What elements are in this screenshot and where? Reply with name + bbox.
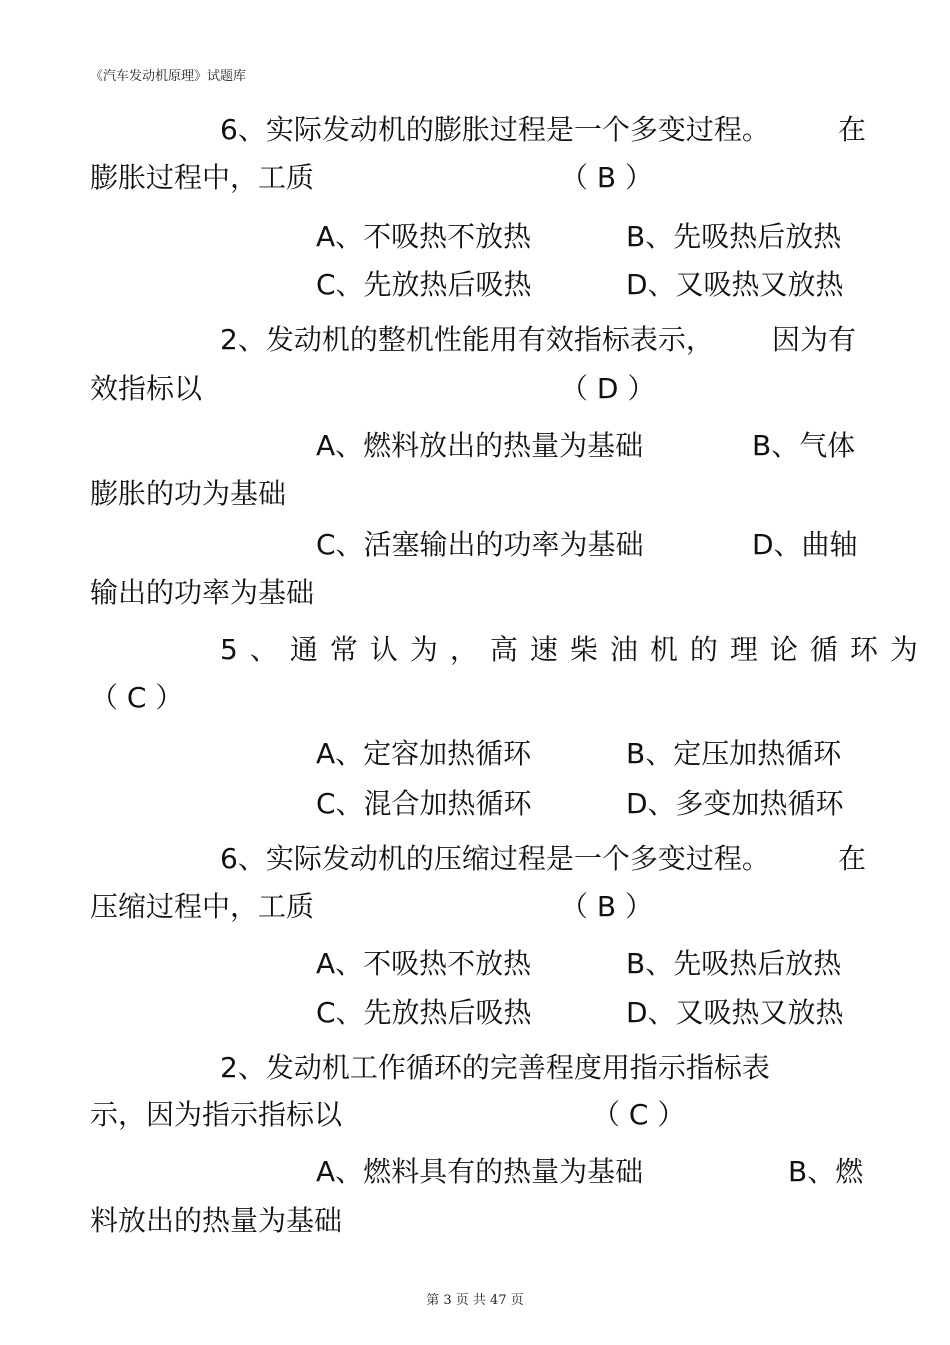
question-5-line2: 示，因为指示指标以 xyxy=(90,1098,343,1131)
question-3-answer: （ C ） xyxy=(90,681,184,714)
question-5-line1: 2、发动机工作循环的完善程度用指示指标表 xyxy=(220,1051,770,1084)
question-1-option-d: D、又吸热又放热 xyxy=(626,268,844,301)
question-3-option-d: D、多变加热循环 xyxy=(626,787,844,820)
question-1-option-a: A、不吸热不放热 xyxy=(316,220,532,253)
question-2-option-a: A、燃料放出的热量为基础 xyxy=(316,429,644,462)
question-1-line1: 6、实际发动机的膨胀过程是一个多变过程。 xyxy=(220,113,770,146)
question-2-answer: （ D ） xyxy=(560,372,656,405)
question-2-option-d: D、曲轴 xyxy=(752,528,858,561)
question-4-line2: 压缩过程中，工质 xyxy=(90,890,315,923)
question-1-option-c: C、先放热后吸热 xyxy=(316,268,532,301)
question-5-option-b: B、燃 xyxy=(788,1155,864,1188)
question-2-option-b-cont: 膨胀的功为基础 xyxy=(90,477,287,510)
question-1-option-b: B、先吸热后放热 xyxy=(626,220,842,253)
question-3-line1: 5、通常认为，高速柴油机的理论循环为 xyxy=(220,633,930,666)
question-2-option-d-cont: 输出的功率为基础 xyxy=(90,576,315,609)
question-4-line1-tail: 在 xyxy=(838,842,867,875)
question-4-option-c: C、先放热后吸热 xyxy=(316,996,532,1029)
question-1-line2: 膨胀过程中，工质 xyxy=(90,161,315,194)
question-4-option-a: A、不吸热不放热 xyxy=(316,947,532,980)
question-1-answer: （ B ） xyxy=(560,161,654,194)
question-5-answer: （ C ） xyxy=(592,1098,686,1131)
question-3-option-c: C、混合加热循环 xyxy=(316,787,532,820)
question-4-line1: 6、实际发动机的压缩过程是一个多变过程。 xyxy=(220,842,770,875)
question-4-answer: （ B ） xyxy=(560,890,654,923)
question-2-option-c: C、活塞输出的功率为基础 xyxy=(316,528,644,561)
question-5-option-a: A、燃料具有的热量为基础 xyxy=(316,1155,644,1188)
question-3-option-a: A、定容加热循环 xyxy=(316,737,532,770)
question-5-option-b-cont: 料放出的热量为基础 xyxy=(90,1204,343,1237)
question-1-line1-tail: 在 xyxy=(838,113,867,146)
question-3-option-b: B、定压加热循环 xyxy=(626,737,842,770)
question-2-line2: 效指标以 xyxy=(90,372,203,405)
document-header: 《汽车发动机原理》试题库 xyxy=(90,69,247,84)
question-4-option-d: D、又吸热又放热 xyxy=(626,996,844,1029)
page-footer: 第 3 页 共 47 页 xyxy=(426,1293,524,1308)
question-2-line1-tail: 因为有 xyxy=(772,323,857,356)
question-2-option-b: B、气体 xyxy=(752,429,856,462)
question-4-option-b: B、先吸热后放热 xyxy=(626,947,842,980)
question-2-line1: 2、发动机的整机性能用有效指标表示， xyxy=(220,323,714,356)
